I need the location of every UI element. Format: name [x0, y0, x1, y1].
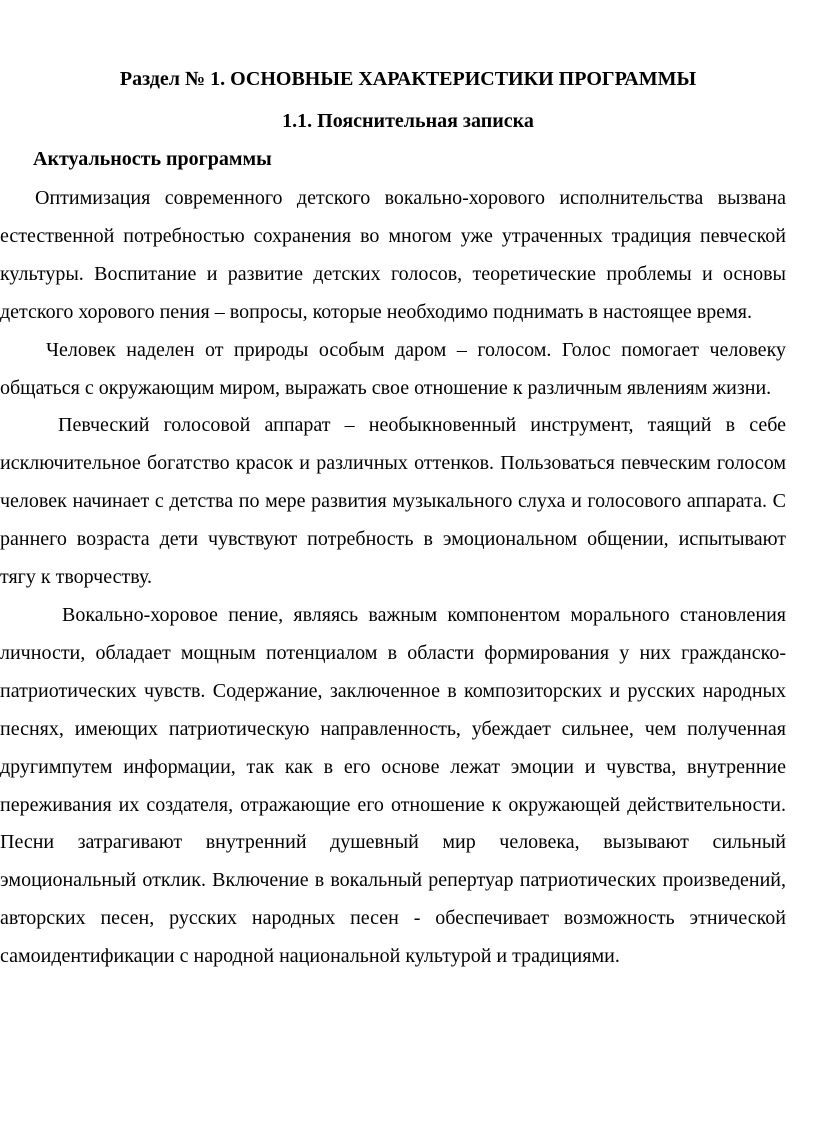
paragraph-3: Певческий голосовой аппарат – необыкновенный инструмент, таящий в себе исключительное богатство красок и различных оттенков. Пользоваться певческим голосом человек начинает с детства по мере развития музыкального слуха и голосового аппарата. С раннего возраста дети чувствуют потребность в эмоциональном общении, испытывают тягу к творчеству. — [0, 414, 786, 589]
document-title: Раздел № 1. ОСНОВНЫЕ ХАРАКТЕРИСТИКИ ПРОГРАММЫ — [119, 68, 697, 90]
body-text — [0, 180, 786, 976]
paragraph-1: Оптимизация современного детского вокально-хорового исполнительства вызвана естественной потребностью сохранения во многом уже утраченных традиция певческой культуры. Воспитание и развитие детских голосов, теоретические проблемы и основы детского хорового пения – вопросы, которые необходимо поднимать в настоящее время. — [0, 187, 786, 323]
paragraph-2: Человек наделен от природы особым даром – голосом. Голос помогает человеку общаться с окружающим миром, выражать свое отношение к различным явлениям жизни. — [0, 338, 786, 399]
section-heading: Актуальность программы — [33, 148, 272, 170]
paragraph-4: Вокально-хоровое пение, являясь важным компонентом морального становления личности, обладает мощным потенциалом в области формирования у них гражданско-патриотических чувств. Содержание, заключенное в композиторских и русских народных песнях, имеющих патриотическую направленность, убеждает сильнее, чем полученная другимпутем информации, так как в его основе лежат эмоции и чувства, внутренние переживания их создателя, отражающие его отношение к окружающей действительности. Песни затрагивают внутренний душевный мир человека, вызывают сильный эмоциональный отклик. Включение в вокальный репертуар патриотических произведений, авторских песен, русских народных песен - обеспечивает возможность этнической самоидентификации с народной национальной культурой и традициями. — [0, 603, 786, 968]
document-subtitle: 1.1. Пояснительная записка — [282, 110, 534, 132]
